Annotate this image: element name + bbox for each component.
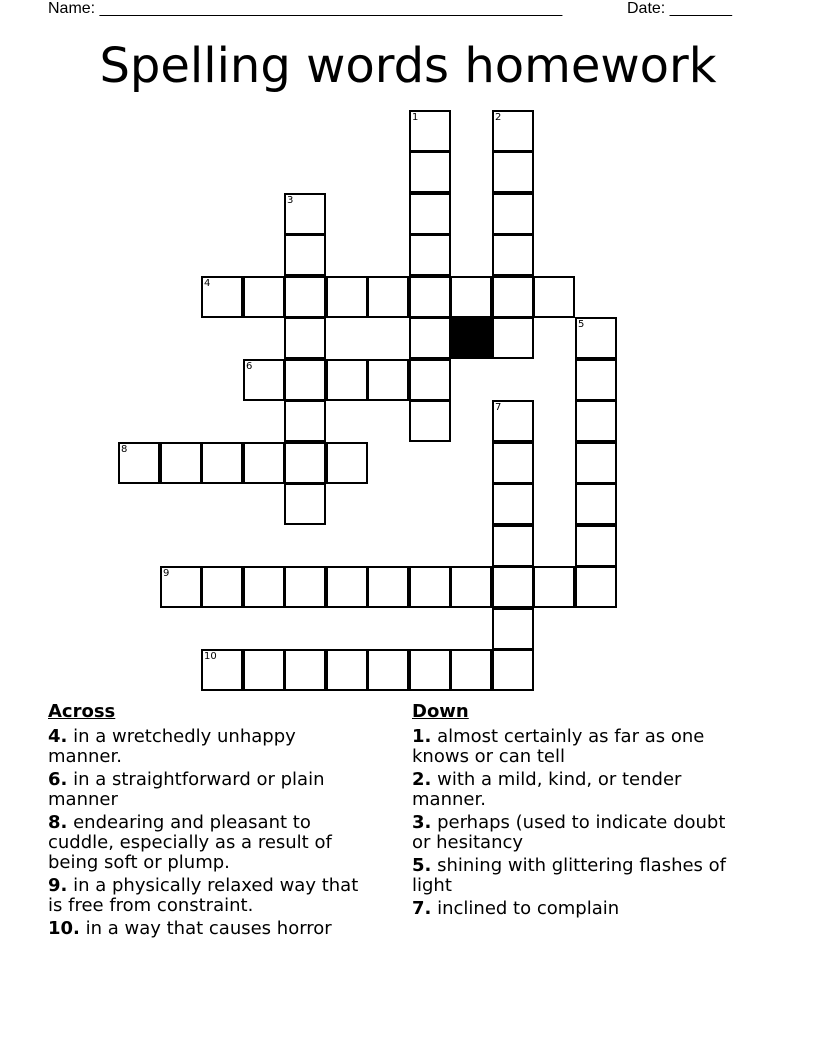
grid-cell[interactable] [326,649,368,691]
grid-cell-1[interactable] [409,110,451,152]
grid-cell[interactable] [284,649,326,691]
grid-cell-6[interactable] [243,359,285,401]
grid-cell[interactable] [492,193,534,235]
grid-cell[interactable] [575,442,617,484]
name-field-label: Name: ____________________________________________________ [48,0,563,17]
grid-cell-4[interactable] [201,276,243,318]
grid-cell[interactable] [284,483,326,525]
grid-cell[interactable] [492,317,534,359]
grid-cell[interactable] [284,400,326,442]
grid-cell[interactable] [284,566,326,608]
grid-cell[interactable] [575,525,617,567]
across-clue [48,770,368,810]
grid-cell[interactable] [284,442,326,484]
grid-cell[interactable] [284,276,326,318]
grid-cell[interactable] [492,442,534,484]
grid-cell[interactable] [409,151,451,193]
clue-text: perhaps (used to indicate doubt or hesitancy [412,812,726,853]
grid-cell[interactable] [533,276,575,318]
clue-number: 2. [412,769,432,790]
grid-cell[interactable] [492,234,534,276]
clue-number: 8. [48,812,68,833]
down-clue [412,727,742,767]
grid-cell[interactable] [409,566,451,608]
grid-cell[interactable] [243,649,285,691]
clue-text: in a straightforward or plain manner [48,769,325,810]
down-clues [412,701,742,922]
grid-cell[interactable] [326,442,368,484]
grid-cell-8[interactable] [118,442,160,484]
grid-cell[interactable] [367,649,409,691]
clue-text: with a mild, kind, or tender manner. [412,769,682,810]
grid-cell[interactable] [450,566,492,608]
grid-cell-2[interactable] [492,110,534,152]
grid-cell[interactable] [326,359,368,401]
grid-cell[interactable] [450,276,492,318]
black-cell [450,317,492,359]
grid-cell[interactable] [409,317,451,359]
grid-cell[interactable] [492,483,534,525]
clue-number: 10. [48,918,80,939]
grid-cell[interactable] [367,359,409,401]
down-heading: Down [412,701,469,722]
clue-text: in a way that causes horror [79,918,332,939]
grid-cell[interactable] [450,649,492,691]
grid-cell[interactable] [243,566,285,608]
grid-cell[interactable] [492,276,534,318]
grid-cell-10[interactable] [201,649,243,691]
date-field-label: Date: _______ [627,0,732,17]
grid-cell[interactable] [409,193,451,235]
across-clues [48,701,368,942]
grid-cell[interactable] [284,234,326,276]
clue-text: shining with glittering flashes of light [412,855,727,896]
grid-cell[interactable] [243,276,285,318]
grid-cell[interactable] [409,276,451,318]
grid-cell[interactable] [533,566,575,608]
grid-cell[interactable] [409,234,451,276]
down-clue [412,770,742,810]
grid-cell[interactable] [160,442,202,484]
across-clue [48,919,368,939]
grid-cell[interactable] [409,400,451,442]
grid-cell[interactable] [326,566,368,608]
grid-cell[interactable] [409,649,451,691]
page-title: Spelling words homework [99,38,717,94]
clue-number: 6. [48,769,68,790]
cell-number: 8 [121,444,128,455]
grid-cell[interactable] [492,649,534,691]
across-heading: Across [48,701,116,722]
grid-cell[interactable] [284,317,326,359]
cell-number: 5 [578,319,585,330]
clue-number: 7. [412,898,432,919]
grid-cell-3[interactable] [284,193,326,235]
grid-cell-5[interactable] [575,317,617,359]
cell-number: 1 [412,112,419,123]
clue-text: inclined to complain [431,898,620,919]
clue-number: 5. [412,855,432,876]
cell-number: 10 [204,651,217,662]
grid-cell[interactable] [201,566,243,608]
grid-cell[interactable] [409,359,451,401]
grid-cell[interactable] [492,525,534,567]
across-clue [48,813,368,873]
grid-cell[interactable] [284,359,326,401]
across-clue [48,727,368,767]
grid-cell[interactable] [492,608,534,650]
clue-text: in a physically relaxed way that is free from constraint. [48,875,359,916]
cell-number: 9 [163,568,170,579]
down-clue [412,856,742,896]
grid-cell[interactable] [367,566,409,608]
grid-cell[interactable] [575,566,617,608]
grid-cell[interactable] [575,400,617,442]
down-clue [412,899,742,919]
grid-cell-7[interactable] [492,400,534,442]
grid-cell[interactable] [367,276,409,318]
clue-number: 3. [412,812,432,833]
grid-cell[interactable] [243,442,285,484]
grid-cell[interactable] [492,151,534,193]
grid-cell[interactable] [326,276,368,318]
cell-number: 3 [287,195,294,206]
grid-cell[interactable] [492,566,534,608]
grid-cell[interactable] [575,483,617,525]
cell-number: 4 [204,278,211,289]
grid-cell-9[interactable] [160,566,202,608]
clue-number: 1. [412,726,432,747]
down-clue [412,813,742,853]
grid-cell[interactable] [201,442,243,484]
clue-number: 4. [48,726,68,747]
clue-text: in a wretchedly unhappy manner. [48,726,296,767]
cell-number: 2 [495,112,502,123]
cell-number: 6 [246,361,253,372]
grid-cell[interactable] [575,359,617,401]
cell-number: 7 [495,402,502,413]
clue-text: endearing and pleasant to cuddle, especially as a result of being soft or plump. [48,812,332,873]
across-clue [48,876,368,916]
clue-number: 9. [48,875,68,896]
clue-text: almost certainly as far as one knows or can tell [412,726,705,767]
